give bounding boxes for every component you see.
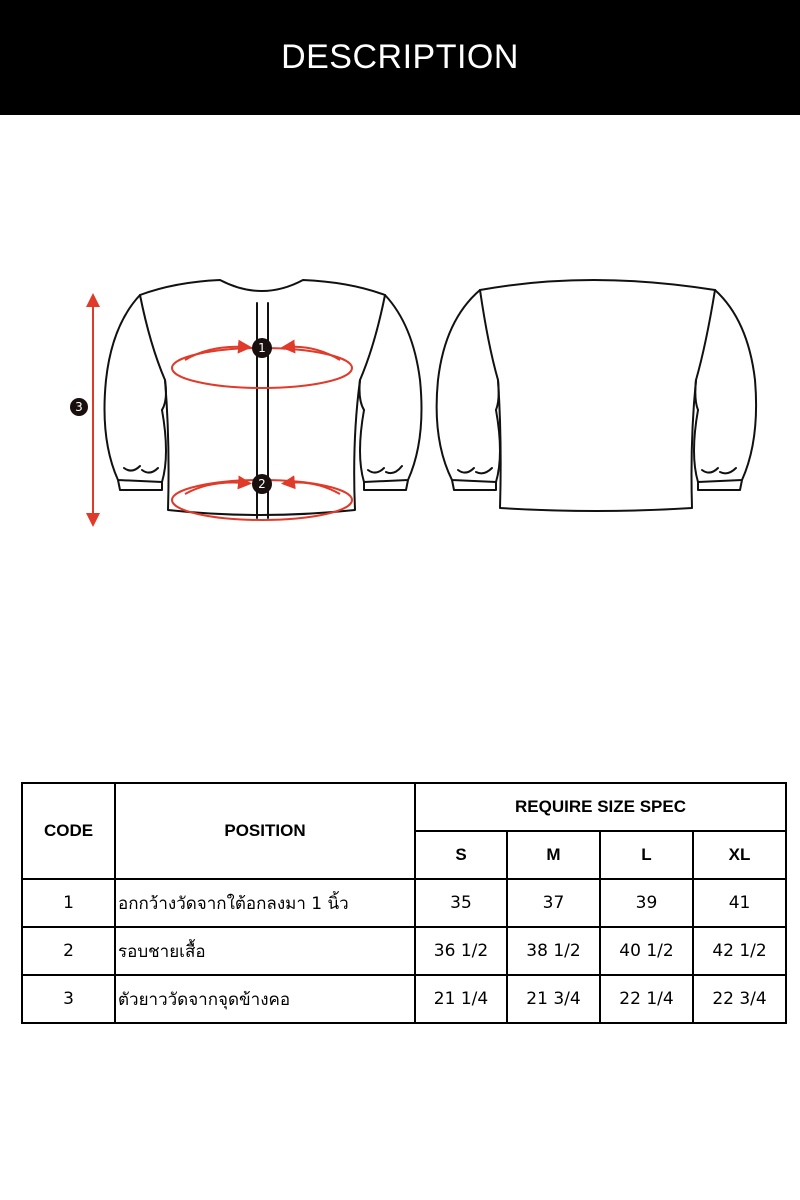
row-value: 21 3/4	[507, 975, 600, 1023]
size-header: M	[507, 831, 600, 879]
row-position: อกกว้างวัดจากใต้อกลงมา 1 นิ้ว	[115, 879, 415, 927]
header-bar	[0, 0, 800, 115]
size-header: XL	[693, 831, 786, 879]
size-header: L	[600, 831, 693, 879]
table-row	[22, 879, 786, 927]
table-row	[22, 975, 786, 1023]
row-value: 22 1/4	[600, 975, 693, 1023]
position-header: POSITION	[115, 783, 415, 879]
marker-1-badge	[252, 338, 272, 358]
row-position: รอบชายเสื้อ	[115, 927, 415, 975]
row-value: 38 1/2	[507, 927, 600, 975]
row-value: 22 3/4	[693, 975, 786, 1023]
code-header: CODE	[22, 783, 115, 879]
hem-arrow-left	[185, 482, 245, 494]
back-view	[437, 280, 756, 511]
row-value: 36 1/2	[415, 927, 507, 975]
row-code: 2	[22, 927, 115, 975]
row-code: 1	[22, 879, 115, 927]
size-spec-table	[21, 782, 787, 1024]
row-position: ตัวยาววัดจากจุดข้างคอ	[115, 975, 415, 1023]
table-row	[22, 927, 786, 975]
row-value: 37	[507, 879, 600, 927]
row-value: 41	[693, 879, 786, 927]
svg-text:3: 3	[75, 400, 83, 414]
row-value: 35	[415, 879, 507, 927]
page-title: DESCRIPTION	[281, 38, 519, 76]
svg-text:1: 1	[258, 341, 266, 355]
marker-2-badge	[252, 474, 272, 494]
spec-header: REQUIRE SIZE SPEC	[415, 783, 786, 831]
garment-illustration	[0, 270, 800, 540]
row-value: 42 1/2	[693, 927, 786, 975]
size-header: S	[415, 831, 507, 879]
svg-text:2: 2	[258, 477, 266, 491]
marker-3-badge	[70, 398, 88, 416]
row-value: 39	[600, 879, 693, 927]
row-value: 21 1/4	[415, 975, 507, 1023]
row-value: 40 1/2	[600, 927, 693, 975]
row-code: 3	[22, 975, 115, 1023]
